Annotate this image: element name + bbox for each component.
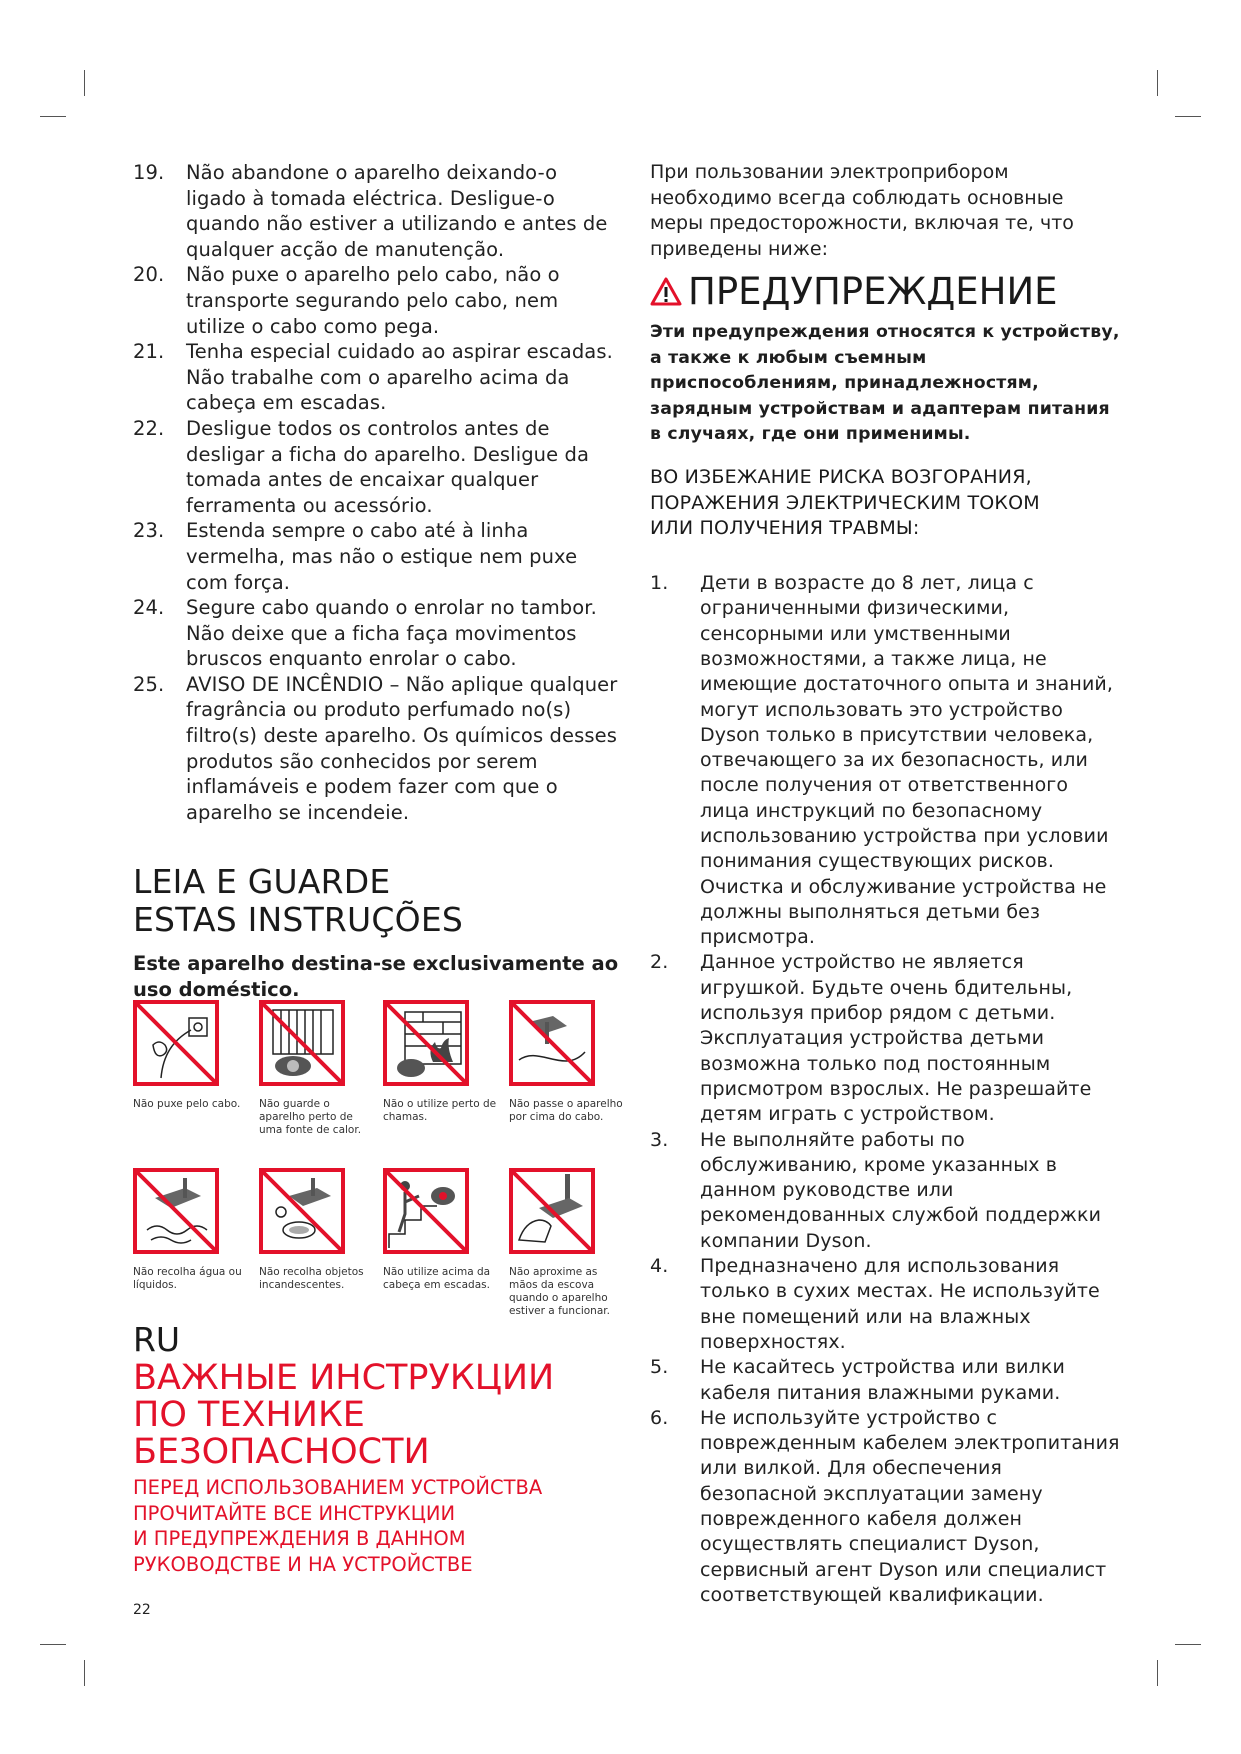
no-run-over-cord-icon bbox=[509, 1000, 595, 1086]
list-item: 22. Desligue todos os controlos antes de desligar a ficha do aparelho. Desligue da tomada antes de encaixar qualquer ferramenta ou acessório. bbox=[133, 416, 590, 517]
list-item: 24. Segure cabo quando o enrolar no tambor. Não deixe que a ficha faça movimentos bruscos enquanto enrolar o cabo. bbox=[133, 596, 597, 671]
list-item: 20. Não puxe o aparelho pelo cabo, não o transporte segurando pelo cabo, nem utilize o cabo como pega. bbox=[133, 263, 560, 338]
list-item: 19. Não abandone o aparelho deixando-o ligado à tomada eléctrica. Desligue-o quando não estiver a utilizando e antes de qualquer acção de manutenção. bbox=[133, 161, 608, 261]
page-number: 22 bbox=[133, 1602, 151, 1618]
no-store-near-heat-icon bbox=[259, 1000, 345, 1086]
warning-triangle-icon bbox=[650, 277, 682, 307]
warning-icon-cell: Não utilize acima da cabeça em escadas. bbox=[383, 1168, 498, 1292]
warning-text: Эти предупреждения относятся к устройству, а также к любым съемным приспособлениям, принадлежностям, зарядным устройствам и адаптерам питания в случаях, где они применимы. bbox=[650, 322, 1120, 444]
warning-icon-cell: Não recolha objetos incandescentes. bbox=[259, 1168, 374, 1292]
crop-mark bbox=[40, 116, 66, 117]
warning-icon-cell: Não guarde o aparelho perto de uma fonte de calor. bbox=[259, 1000, 374, 1137]
intro-paragraph: При пользовании электроприбором необходимо всегда соблюдать основные меры предосторожности, включая те, что приведены ниже: bbox=[650, 161, 1074, 260]
pt-safety-list bbox=[133, 160, 623, 825]
crop-mark bbox=[1175, 1644, 1201, 1645]
pt-heading-block bbox=[133, 863, 623, 1002]
list-item: 3. Не выполняйте работы по обслуживанию, кроме указанных в данном руководстве или рекомендованных службой поддержки компании Dyson. bbox=[650, 1128, 1102, 1252]
list-item: 23. Estenda sempre o cabo até à linha vermelha, mas não o estique nem puxe com força. bbox=[133, 519, 578, 594]
ru-safety-list bbox=[650, 571, 1120, 1608]
list-item: 4. Предназначено для использования только в сухих местах. Не используйте вне помещений или на влажных поверхностях. bbox=[650, 1255, 1100, 1353]
ru-subtitle: ПЕРЕД ИСПОЛЬЗОВАНИЕМ УСТРОЙСТВА ПРОЧИТАЙТЕ ВСЕ ИНСТРУКЦИИ И ПРЕДУПРЕЖДЕНИЯ В ДАННОМ РУКОВОДСТВЕ И НА УСТРОЙСТВЕ bbox=[133, 1476, 543, 1576]
pt-subtitle: Este aparelho destina-se exclusivamente ao uso doméstico. bbox=[133, 952, 619, 1002]
list-item: 5. Не касайтесь устройства или вилки кабеля питания влажными руками. bbox=[650, 1356, 1065, 1404]
list-item: 25. AVISO DE INCÊNDIO – Não aplique qualquer fragrância ou produto perfumado no(s) filtro(s) deste aparelho. Os químicos desses produtos são conhecidos por serem inflamáveis e podem fazer com que o aparelho se incendeie. bbox=[133, 672, 618, 824]
list-item: 1. Дети в возрасте до 8 лет, лица с ограниченными физическими, сенсорными или умственными возможностями, а также лица, не имеющие достаточного опыта и знаний, могут использовать это устройство Dyson только в присутствии человека, отвечающего за их безопасность, или после получения от ответственного лица инструкций по безопасному использованию устройства при условии понимания существующих рисков. Очистка и обслуживание устройства не должны выполняться детьми без присмотра. bbox=[650, 572, 1113, 949]
warning-icon-cell: Não o utilize perto de chamas. bbox=[383, 1000, 498, 1124]
no-hands-near-brush-icon bbox=[509, 1168, 595, 1254]
list-item: 21. Tenha especial cuidado ao aspirar escadas. Não trabalhe com o aparelho acima da cabeça em escadas. bbox=[133, 340, 613, 415]
right-column bbox=[650, 160, 1120, 1608]
ru-heading-block bbox=[133, 1322, 633, 1577]
crop-mark bbox=[84, 70, 85, 96]
risk-heading: ВО ИЗБЕЖАНИЕ РИСКА ВОЗГОРАНИЯ, ПОРАЖЕНИЯ ЭЛЕКТРИЧЕСКИМ ТОКОМ ИЛИ ПОЛУЧЕНИЯ ТРАВМЫ: bbox=[650, 466, 1040, 539]
warning-icon-cell: Não recolha água ou líquidos. bbox=[133, 1168, 248, 1292]
no-pick-up-burning-icon bbox=[259, 1168, 345, 1254]
crop-mark bbox=[1175, 116, 1201, 117]
warning-heading: ПРЕДУПРЕЖДЕНИЕ bbox=[650, 270, 1120, 314]
warning-icon-cell: Não aproxime as mãos da escova quando o aparelho estiver a funcionar. bbox=[509, 1168, 624, 1318]
left-column bbox=[133, 160, 623, 1003]
no-pull-cord-icon bbox=[133, 1000, 219, 1086]
crop-mark bbox=[40, 1644, 66, 1645]
crop-mark bbox=[1157, 1660, 1158, 1686]
list-item: 6. Не используйте устройство с поврежденным кабелем электропитания или вилкой. Для обеспечения безопасной эксплуатации замену поврежденного кабеля должен осуществлять специалист Dyson, сервисный агент Dyson или специалист соответствующей квалификации. bbox=[650, 1406, 1120, 1606]
crop-mark bbox=[84, 1660, 85, 1686]
language-code: RU bbox=[133, 1320, 181, 1359]
pt-heading: LEIA E GUARDE ESTAS INSTRUÇÕES bbox=[133, 862, 464, 940]
list-item: 2. Данное устройство не является игрушкой. Будьте очень бдительны, используя прибор рядом с детьми. Эксплуатация устройства детьми возможна только под постоянным присмотром взрослых. Не разрешайте детям играть с устройством. bbox=[650, 951, 1092, 1126]
crop-mark bbox=[1157, 70, 1158, 96]
no-use-near-flames-icon bbox=[383, 1000, 469, 1086]
no-pick-up-liquids-icon bbox=[133, 1168, 219, 1254]
ru-title: ВАЖНЫЕ ИНСТРУКЦИИ ПО ТЕХНИКЕ БЕЗОПАСНОСТИ bbox=[133, 1358, 555, 1472]
no-use-above-head-stairs-icon bbox=[383, 1168, 469, 1254]
warning-icon-cell: Não puxe pelo cabo. bbox=[133, 1000, 248, 1111]
warning-icon-cell: Não passe o aparelho por cima do cabo. bbox=[509, 1000, 624, 1124]
